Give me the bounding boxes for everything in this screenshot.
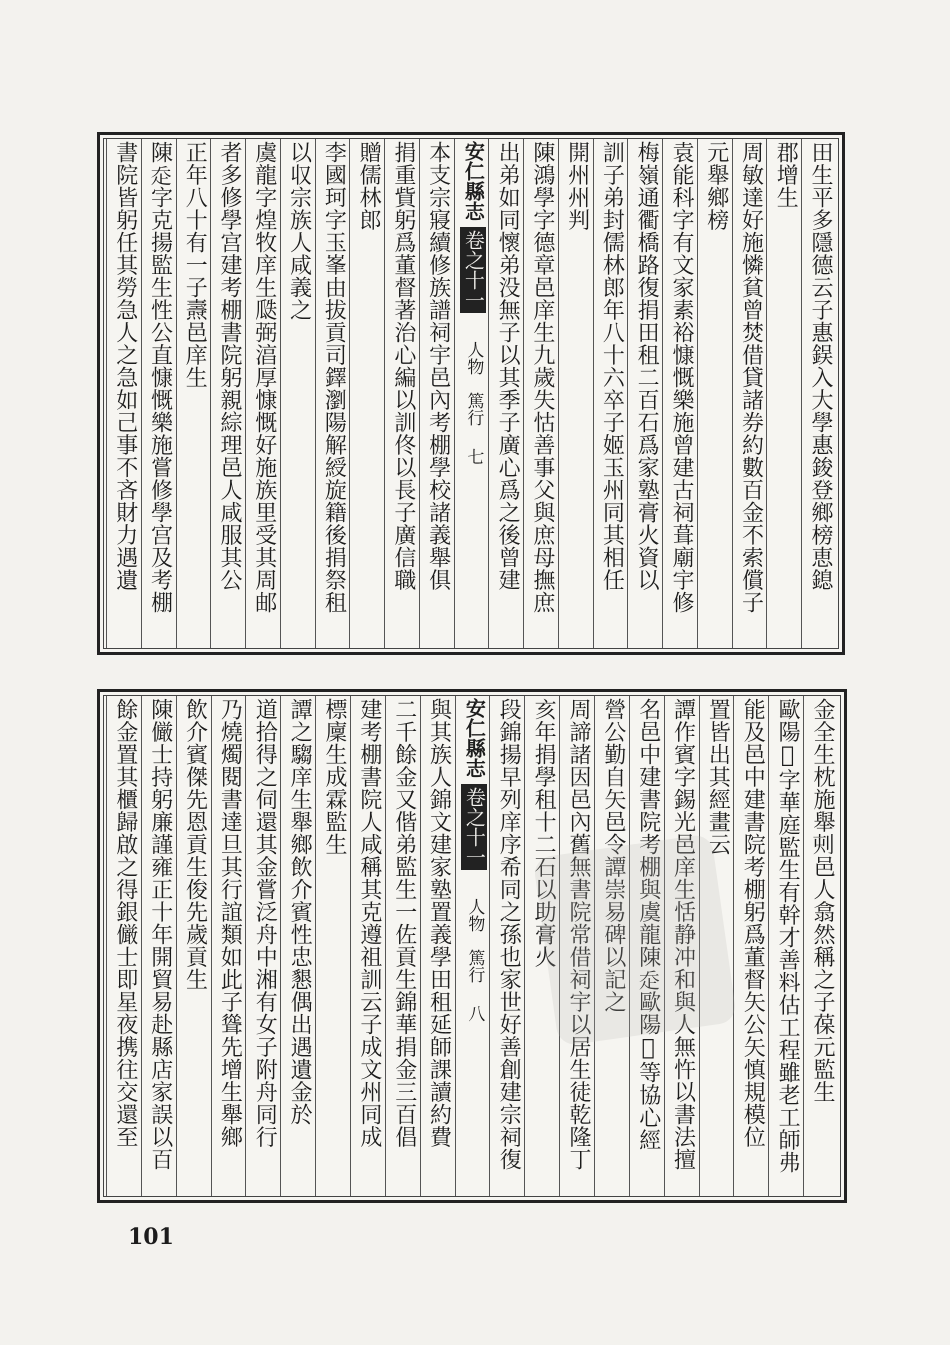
column-rule: [280, 139, 281, 648]
text-column: 袁能科字有文家素裕慷慨樂施曾建古祠葺廟宇修: [668, 141, 694, 614]
column-rule: [176, 139, 177, 648]
text-column: 乃燒燭閱書達旦其行誼類如此子聳先增生舉鄉: [217, 698, 243, 1148]
text-column: 梅嶺通衢橋路復捐田租二百石爲家塾膏火資以: [634, 141, 660, 591]
column-rule: [419, 139, 420, 648]
column-rule: [524, 696, 525, 1196]
text-column: 標廩生成霖監生: [321, 698, 347, 856]
column-rule: [315, 696, 316, 1196]
text-column: 陳鴻學字德章邑庠生九歲失怙善事父與庶母撫庶: [529, 141, 555, 614]
text-column: 段錦揚早列庠序希同之孫也家世好善創建宗祠復: [496, 698, 522, 1171]
column-rule: [384, 139, 385, 648]
text-column: 譚作賓字錫光邑庠生恬静冲和與人無忤以書法擅: [670, 698, 696, 1171]
text-column: 者多修學宫建考棚書院躬親綜理邑人咸服其公: [217, 141, 243, 591]
column-rule: [315, 139, 316, 648]
text-column: 元舉鄉榜: [703, 141, 729, 231]
text-column: 以収宗族人咸義之: [286, 141, 312, 321]
column-rule: [106, 139, 107, 648]
text-column: 田生平多隱德云子惠鋘入大學惠鋑登鄉榜恵鎴: [807, 141, 833, 591]
header-leaf-number: 八: [464, 1005, 485, 1022]
column-rule: [280, 696, 281, 1196]
text-column: 本支宗寢續修族譜祠宇邑內考棚學校諸義舉俱: [425, 141, 451, 591]
text-column: 陳𠑊士持躬廉謹雍正十年開貿易赴縣店家誤以百: [147, 698, 173, 1171]
column-rule: [141, 139, 142, 648]
header-volume: 卷之十一: [460, 227, 486, 313]
column-rule: [766, 139, 767, 648]
header-title: 安仁縣志: [462, 698, 487, 778]
column-rule: [455, 696, 456, 1196]
text-column: 周敏達好施憐貧曾焚借貸諸券約數百金不索償子: [738, 141, 764, 614]
text-column: 建考棚書院人咸稱其克遵祖訓云子成文州同成: [356, 698, 382, 1148]
text-column: 道拾得之伺還其金嘗泛舟中湘有女子附舟同行: [252, 698, 278, 1148]
text-column: 出弟如同懷弟没無子以其季子廣心爲之後曾建: [495, 141, 521, 591]
page-number: 101: [128, 1224, 174, 1250]
column-rule: [349, 139, 350, 648]
header-category: 人物 篤行: [463, 341, 484, 426]
text-column: 譚之騶庠生舉鄉飲介賓性忠懇偶出遇遺金於: [287, 698, 313, 1126]
column-rule: [801, 139, 802, 648]
column-rule: [627, 139, 628, 648]
text-column: 與其族人錦文建家塾置義學田租延師課讀約費: [426, 698, 452, 1148]
column-rule: [141, 696, 142, 1196]
column-rule: [245, 139, 246, 648]
text-column: 捐重貲躬爲董督著治心編以訓佟以長子廣信職: [390, 141, 416, 591]
column-rule: [176, 696, 177, 1196]
text-column: 陳𧺆字克揚監生性公直慷慨樂施嘗修學宫及考棚: [147, 141, 173, 614]
column-rule: [803, 696, 804, 1196]
text-column: 二千餘金又偕弟監生一佐貢生錦華捐金三百倡: [391, 698, 417, 1148]
column-rule: [210, 139, 211, 648]
text-column: 正年八十有一子燾邑庠生: [182, 141, 208, 389]
column-rule: [768, 696, 769, 1196]
running-header: [459, 698, 488, 1194]
text-column: 郡增生: [773, 141, 799, 209]
column-rule: [733, 696, 734, 1196]
text-column: 贈儒林郎: [356, 141, 382, 231]
column-rule: [662, 139, 663, 648]
text-column: 歐陽𤍰字華庭監生有幹才善料估工程雖老工師弗: [775, 698, 801, 1174]
text-column: 虞龍字煌牧庠生瓞弼湻厚慷慨好施族里受其周邮: [251, 141, 277, 614]
column-rule: [488, 139, 489, 648]
column-rule: [558, 139, 559, 648]
column-rule: [245, 696, 246, 1196]
text-column: 亥年捐學租十二石以助膏火: [531, 698, 557, 968]
column-rule: [489, 696, 490, 1196]
column-rule: [420, 696, 421, 1196]
running-header: [458, 141, 487, 646]
column-rule: [523, 139, 524, 648]
text-column: 金全生枕施舉𠜇邑人翕然稱之子葆元監生: [809, 698, 835, 1103]
header-leaf-number: 七: [463, 448, 484, 465]
header-title: 安仁縣志: [461, 141, 486, 221]
column-rule: [732, 139, 733, 648]
text-column: 李國珂字玉峯由拔貢司鐸瀏陽解綬旋籍後捐祭租: [321, 141, 347, 614]
text-column: 名邑中建書院考棚與虞龍陳𧺆歐陽𤍰等協心經: [635, 698, 661, 1151]
text-column: 開州州判: [564, 141, 590, 231]
library-seal-watermark: [533, 833, 738, 1046]
column-rule: [454, 139, 455, 648]
text-column: 餘金置其櫃歸啟之得銀𠑊士即星夜携往交還至: [112, 698, 138, 1148]
column-rule: [697, 139, 698, 648]
column-rule: [385, 696, 386, 1196]
column-rule: [211, 696, 212, 1196]
text-column: 置皆出其經畫云: [705, 698, 731, 856]
column-rule: [350, 696, 351, 1196]
text-column: 周諦諸因邑內舊無書院常借祠宇以居生徒乾隆丁: [565, 698, 591, 1171]
text-column: 訓子弟封儒林郎年八十六卒子姬玉州同其相任: [599, 141, 625, 591]
text-column: 飲介賓傑先恩貢生俊先歲貢生: [182, 698, 208, 991]
text-column: 書院皆躬任其勞急人之急如己事不吝財力遇遺: [112, 141, 138, 591]
text-column: 營公勤自矢邑令譚崇易碑以記之: [600, 698, 626, 1013]
column-rule: [593, 139, 594, 648]
header-volume: 卷之十一: [461, 784, 487, 870]
header-category: 人物 篤行: [464, 898, 485, 983]
column-rule: [106, 696, 107, 1196]
text-column: 能及邑中建書院考棚躬爲董督矢公矢慎規模位: [740, 698, 766, 1148]
upper-page-panel: [97, 132, 845, 655]
lower-page-panel: [97, 689, 847, 1203]
